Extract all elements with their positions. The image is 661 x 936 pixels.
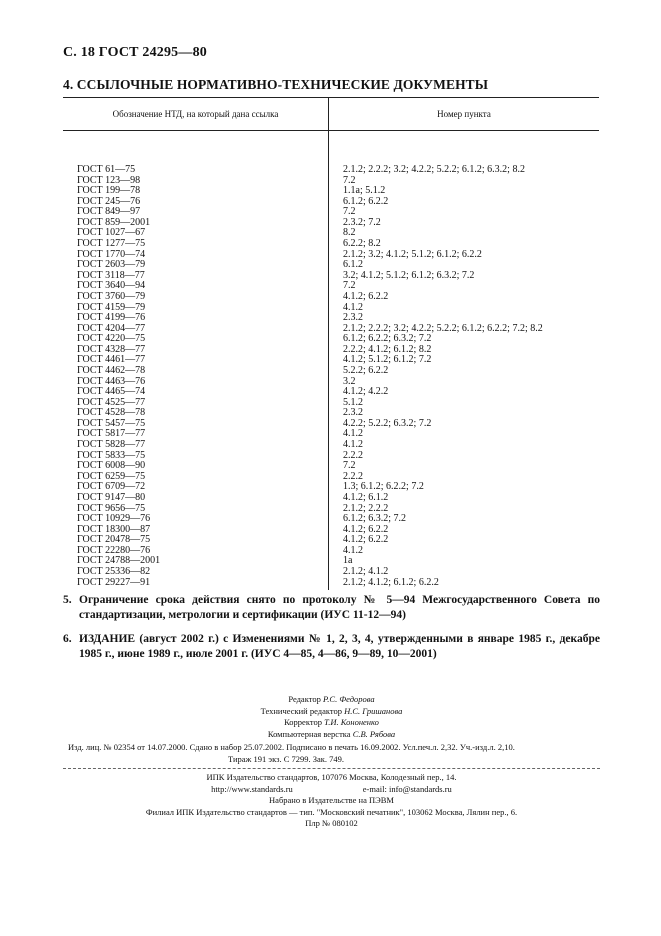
editors-block xyxy=(63,694,600,740)
ntd-designation: ГОСТ 5817—77 xyxy=(63,429,329,440)
clause-numbers: 4.1.2 xyxy=(343,301,363,313)
clause-numbers: 4.1.2; 4.2.2 xyxy=(343,386,389,398)
ntd-designation: ГОСТ 18300—87 xyxy=(63,525,329,536)
clause-numbers: 2.3.2 xyxy=(343,407,363,419)
ntd-designation: ГОСТ 25336—82 xyxy=(63,567,329,578)
editor-name: Н.С. Гришанова xyxy=(344,705,403,716)
editor-role: Технический редактор xyxy=(260,705,342,716)
editor-line xyxy=(63,694,600,706)
ntd-designation: ГОСТ 5828—77 xyxy=(63,440,329,451)
ntd-designation: ГОСТ 4463—76 xyxy=(63,377,329,388)
editor-line xyxy=(63,706,600,718)
ntd-designation: ГОСТ 22280—76 xyxy=(63,546,329,557)
ntd-designation: ГОСТ 4528—78 xyxy=(63,408,329,419)
clause-numbers: 4.2.2; 5.2.2; 6.3.2; 7.2 xyxy=(343,417,432,429)
publisher-block xyxy=(63,772,600,830)
clause-numbers: 1а xyxy=(343,555,353,567)
publisher-email[interactable]: e-mail: info@standards.ru xyxy=(362,783,452,794)
ntd-designation: ГОСТ 859—2001 xyxy=(63,218,329,229)
clause-numbers: 1.3; 6.1.2; 6.2.2; 7.2 xyxy=(343,481,424,493)
clause-numbers: 2.3.2; 7.2 xyxy=(343,216,381,228)
clause-numbers: 4.1.2; 6.2.2 xyxy=(343,290,389,302)
ntd-designation: ГОСТ 4462—78 xyxy=(63,366,329,377)
page-header: С. 18 ГОСТ 24295—80 xyxy=(63,45,207,60)
editor-role: Компьютерная верстка xyxy=(267,728,351,739)
table-row xyxy=(63,292,599,303)
ntd-designation: ГОСТ 9147—80 xyxy=(63,493,329,504)
publisher-contacts xyxy=(211,784,452,796)
section-6-number: 6. xyxy=(63,633,72,645)
ntd-designation: ГОСТ 61—75 xyxy=(63,131,329,176)
table-row xyxy=(63,186,599,197)
ntd-designation: ГОСТ 6709—72 xyxy=(63,482,329,493)
ntd-designation: ГОСТ 3760—79 xyxy=(63,292,329,303)
ntd-designation: ГОСТ 1770—74 xyxy=(63,250,329,261)
clause-numbers: 3.2; 4.1.2; 5.1.2; 6.1.2; 6.3.2; 7.2 xyxy=(343,269,475,281)
clause-numbers: 4.1.2; 6.1.2 xyxy=(343,491,389,503)
clause-numbers: 4.1.2 xyxy=(343,544,363,556)
editor-name: Т.И. Кононенко xyxy=(324,717,379,727)
dashed-divider xyxy=(63,768,600,769)
print-details-line1: Изд. лиц. № 02354 от 14.07.2000. Сдано в набор 25.07.2002. Подписано в печать 16.09.2002. Усл.печ.л. 2,32. Уч.-изд.л. 2,10. xyxy=(68,742,515,752)
clause-numbers: 6.1.2; 6.3.2; 7.2 xyxy=(343,513,407,525)
ntd-designation: ГОСТ 24788—2001 xyxy=(63,556,329,567)
section-5 xyxy=(63,593,600,623)
clause-numbers: 2.1.2; 3.2; 4.1.2; 5.1.2; 6.1.2; 6.2.2 xyxy=(343,248,482,260)
table-row xyxy=(63,493,599,504)
ntd-designation: ГОСТ 245—76 xyxy=(63,197,329,208)
clause-numbers: 7.2 xyxy=(343,280,356,292)
ntd-designation: ГОСТ 199—78 xyxy=(63,186,329,197)
column-header-ntd: Обозначение НТД, на который дана ссылка xyxy=(63,98,329,131)
table-row xyxy=(63,366,599,377)
ntd-designation: ГОСТ 1277—75 xyxy=(63,239,329,250)
clause-numbers: 2.1.2; 4.1.2 xyxy=(343,565,389,577)
ntd-designation: ГОСТ 4220—75 xyxy=(63,334,329,345)
editor-line xyxy=(63,717,600,729)
clause-numbers: 6.2.2; 8.2 xyxy=(343,238,381,250)
table-row xyxy=(63,197,599,208)
ntd-designation: ГОСТ 1027—67 xyxy=(63,228,329,239)
ntd-designation: ГОСТ 6259—75 xyxy=(63,472,329,483)
clause-numbers: 7.2 xyxy=(343,206,356,218)
editor-line xyxy=(63,729,600,741)
clause-numbers: 4.1.2 xyxy=(343,428,363,440)
ntd-designation: ГОСТ 123—98 xyxy=(63,176,329,187)
ntd-designation: ГОСТ 4328—77 xyxy=(63,345,329,356)
clause-numbers: 2.1.2; 2.2.2; 3.2; 4.2.2; 5.2.2; 6.1.2; 6.2.2; 7.2; 8.2 xyxy=(343,322,543,334)
print-details xyxy=(63,742,605,765)
editor-role: Корректор xyxy=(284,717,322,727)
publisher-website[interactable]: http://www.standards.ru xyxy=(211,783,293,794)
clause-numbers: 8.2 xyxy=(343,227,356,239)
editor-name: С.В. Рябова xyxy=(352,728,396,739)
table-row xyxy=(63,578,599,591)
clause-numbers: 6.1.2; 6.2.2; 6.3.2; 7.2 xyxy=(343,333,432,345)
references-table xyxy=(63,97,599,590)
ntd-designation: ГОСТ 3640—94 xyxy=(63,281,329,292)
ntd-designation: ГОСТ 4525—77 xyxy=(63,398,329,409)
table-body xyxy=(63,131,599,591)
clause-numbers: 4.1.2; 6.2.2 xyxy=(343,534,389,546)
clause-numbers: 2.2.2 xyxy=(343,470,363,482)
section-5-number: 5. xyxy=(63,594,72,606)
ntd-designation: ГОСТ 29227—91 xyxy=(63,578,329,591)
ntd-designation: ГОСТ 3118—77 xyxy=(63,271,329,282)
editor-role: Редактор xyxy=(288,694,321,704)
publisher-license: Плр № 080102 xyxy=(305,818,358,828)
ntd-designation: ГОСТ 4159—79 xyxy=(63,303,329,314)
ntd-designation: ГОСТ 6008—90 xyxy=(63,461,329,472)
clause-numbers: 7.2 xyxy=(343,460,356,472)
publisher-branch: Филиал ИПК Издательство стандартов — тип. "Московский печатник", 103062 Москва, Лялин пер., 6. xyxy=(145,806,518,817)
clause-numbers: 6.1.2; 6.2.2 xyxy=(343,195,389,207)
print-details-line2: Тираж 191 экз. С 7299. Зак. 749. xyxy=(228,753,345,764)
clause-numbers: 4.1.2 xyxy=(343,439,363,451)
clause-numbers: 2.1.2; 2.2.2 xyxy=(343,502,389,514)
editor-name: Р.С. Федорова xyxy=(322,694,375,704)
table-header-row xyxy=(63,98,599,131)
clause-numbers: 2.1.2; 4.1.2; 6.1.2; 6.2.2 xyxy=(343,576,439,588)
clause-numbers: 2.1.2; 2.2.2; 3.2; 4.2.2; 5.2.2; 6.1.2; 6.3.2; 8.2 xyxy=(343,164,525,175)
ntd-designation: ГОСТ 4204—77 xyxy=(63,324,329,335)
ntd-designation: ГОСТ 4461—77 xyxy=(63,355,329,366)
table-row xyxy=(63,176,599,187)
clause-numbers: 7.2 xyxy=(343,174,356,186)
ntd-designation: ГОСТ 5833—75 xyxy=(63,451,329,462)
publisher-address: ИПК Издательство стандартов, 107076 Москва, Колодезный пер., 14. xyxy=(206,772,457,782)
clause-numbers: 6.1.2 xyxy=(343,259,363,271)
ntd-designation: ГОСТ 4465—74 xyxy=(63,387,329,398)
publisher-typeset: Набрано в Издательстве на ПЭВМ xyxy=(269,795,394,805)
column-header-clause: Номер пункта xyxy=(329,98,600,131)
ntd-designation: ГОСТ 5457—75 xyxy=(63,419,329,430)
clause-numbers: 4.1.2; 6.2.2 xyxy=(343,523,389,535)
clause-numbers: 2.2.2 xyxy=(343,449,363,461)
clause-numbers: 2.2.2; 4.1.2; 6.1.2; 8.2 xyxy=(343,343,432,355)
table-row xyxy=(63,567,599,578)
ntd-designation: ГОСТ 849—97 xyxy=(63,207,329,218)
section-6-text: ИЗДАНИЕ (август 2002 г.) с Изменениями № 1, 2, 3, 4, утвержденными в январе 1985 г., декабре 1985 г., июне 1989 г., июле 2001 г. (ИУС 4—85, 4—86, 9—89, 10—2001) xyxy=(79,633,600,660)
clause-numbers: 4.1.2; 5.1.2; 6.1.2; 7.2 xyxy=(343,354,432,366)
clause-numbers: 3.2 xyxy=(343,375,356,387)
clause-numbers: 1.1а; 5.1.2 xyxy=(343,185,386,197)
section-5-text: Ограничение срока действия снято по протоколу № 5—94 Межгосударственного Совета по стандартизации, метрологии и сертификации (ИУС 11-12—94) xyxy=(79,594,600,621)
ntd-designation: ГОСТ 20478—75 xyxy=(63,535,329,546)
ntd-designation: ГОСТ 2603—79 xyxy=(63,260,329,271)
section-6 xyxy=(63,632,600,662)
ntd-designation: ГОСТ 10929—76 xyxy=(63,514,329,525)
ntd-designation: ГОСТ 9656—75 xyxy=(63,504,329,515)
section-title: 4. ССЫЛОЧНЫЕ НОРМАТИВНО-ТЕХНИЧЕСКИЕ ДОКУМЕНТЫ xyxy=(63,77,489,92)
clause-numbers: 2.3.2 xyxy=(343,312,363,324)
table-row xyxy=(63,131,599,176)
ntd-designation: ГОСТ 4199—76 xyxy=(63,313,329,324)
clause-numbers: 5.1.2 xyxy=(343,396,363,408)
clause-numbers: 5.2.2; 6.2.2 xyxy=(343,364,389,376)
